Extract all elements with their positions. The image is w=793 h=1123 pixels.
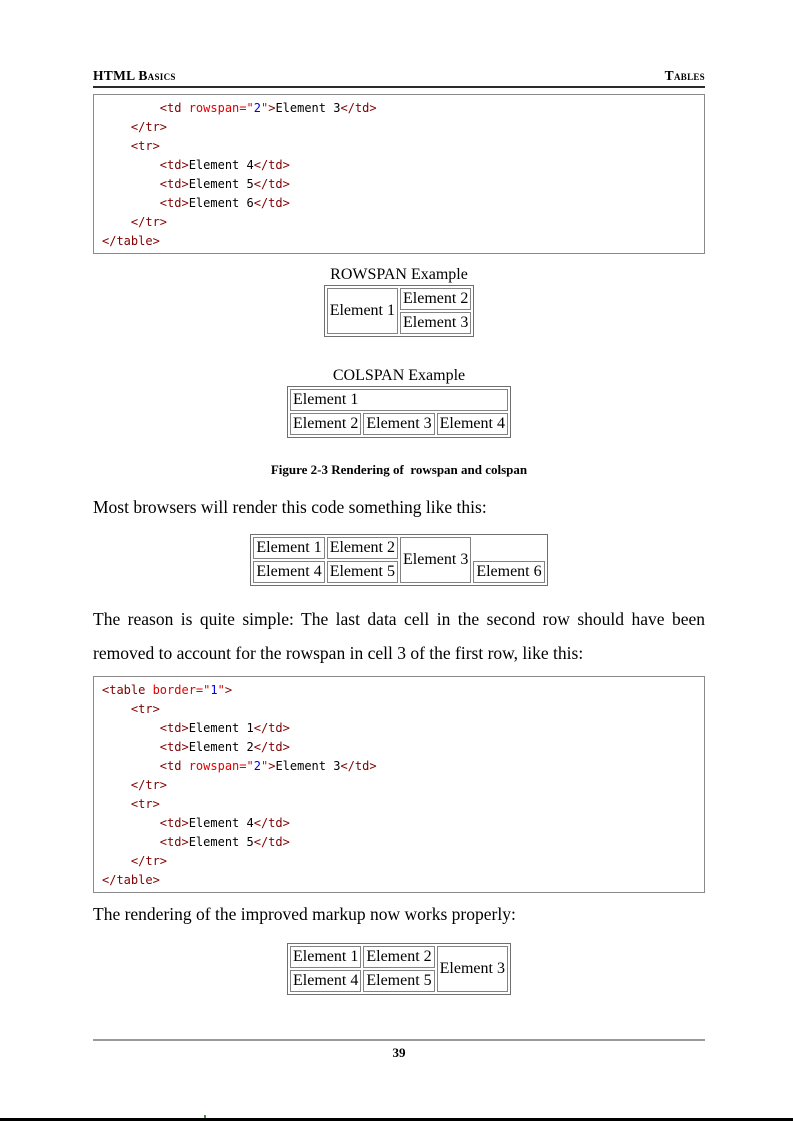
- rowspan-example-table: [324, 266, 475, 337]
- table-cell: Element 3: [363, 413, 434, 435]
- code-token: rowspan=": [188, 759, 254, 773]
- code-token: </td>: [253, 158, 290, 172]
- code-listing-rowspan-continued: [93, 94, 705, 254]
- code-line: [102, 757, 698, 776]
- code-line: [102, 118, 698, 137]
- figure-improved-rendering: [93, 943, 705, 995]
- code-line: [102, 175, 698, 194]
- code-token: </td>: [253, 816, 290, 830]
- table-cell: Element 3: [437, 946, 508, 992]
- table-cell: Element 1: [290, 389, 508, 411]
- code-token: <td>: [102, 816, 189, 830]
- code-token: <table: [102, 683, 153, 697]
- code-token: </tr>: [102, 778, 168, 792]
- code-token: ": [260, 101, 269, 115]
- code-token: </tr>: [102, 120, 168, 134]
- table-cell: Element 2: [290, 413, 361, 435]
- code-token: </table>: [102, 873, 160, 887]
- code-token: Element 4: [188, 816, 254, 830]
- code-line: [102, 719, 698, 738]
- code-token: </td>: [253, 740, 290, 754]
- code-token: >: [224, 683, 233, 697]
- code-token: </td>: [253, 835, 290, 849]
- code-token: <td>: [102, 177, 189, 191]
- table-cell: Element 3: [400, 537, 471, 583]
- code-token: rowspan=": [188, 101, 254, 115]
- code-token: <tr>: [102, 702, 160, 716]
- code-token: </td>: [253, 177, 290, 191]
- colspan-example-table: [287, 367, 511, 438]
- paragraph: The rendering of the improved markup now works properly:: [93, 904, 516, 924]
- code-line: [102, 156, 698, 175]
- code-token: <td: [102, 759, 189, 773]
- table-cell: Element 4: [437, 413, 508, 435]
- code-line: [102, 776, 698, 795]
- code-token: Element 5: [188, 835, 254, 849]
- code-token: 2: [253, 759, 261, 773]
- code-line: [102, 194, 698, 213]
- table-cell: Element 4: [290, 970, 361, 992]
- code-token: Element 2: [188, 740, 254, 754]
- code-token: <td>: [102, 721, 189, 735]
- table-cell: Element 1: [253, 537, 324, 559]
- footer-rule: [93, 1039, 705, 1041]
- code-token: ": [260, 759, 269, 773]
- code-token: </table>: [102, 234, 160, 248]
- figure-rowspan-example: [93, 266, 705, 337]
- code-line: [102, 681, 698, 700]
- code-token: 1: [210, 683, 218, 697]
- table-cell: Element 1: [290, 946, 361, 968]
- code-token: border=": [152, 683, 211, 697]
- broken-rendering-table: [250, 534, 547, 586]
- code-line: [102, 795, 698, 814]
- code-token: </tr>: [102, 215, 168, 229]
- figure-caption: Figure 2-3 Rendering of rowspan and colspan: [270, 462, 528, 477]
- code-token: Element 4: [188, 158, 254, 172]
- running-header: [93, 0, 705, 88]
- code-token: <tr>: [102, 139, 160, 153]
- page-bottom-edge: [0, 1118, 793, 1121]
- table-cell: Element 2: [363, 946, 434, 968]
- code-token: </td>: [340, 101, 377, 115]
- code-token: <tr>: [102, 797, 160, 811]
- code-token: 2: [253, 101, 261, 115]
- code-token: <td: [102, 101, 189, 115]
- code-token: <td>: [102, 196, 189, 210]
- improved-rendering-table: [287, 943, 511, 995]
- code-token: </td>: [253, 721, 290, 735]
- code-line: [102, 137, 698, 156]
- page-content: [93, 0, 705, 1061]
- table-cell: Element 6: [473, 561, 544, 583]
- table-cell: Element 1: [327, 288, 398, 334]
- code-token: </tr>: [102, 854, 168, 868]
- table-cell: Element 5: [363, 970, 434, 992]
- code-line: [102, 738, 698, 757]
- table-cell: Element 2: [327, 537, 398, 559]
- header-section-title: HTML Basics: [93, 68, 176, 83]
- code-line: [102, 232, 698, 251]
- code-token: <td>: [102, 835, 189, 849]
- code-token: Element 3: [275, 759, 341, 773]
- code-line: [102, 814, 698, 833]
- figure-broken-rendering: [93, 534, 705, 586]
- code-token: </td>: [253, 196, 290, 210]
- code-token: Element 6: [188, 196, 254, 210]
- code-token: Element 3: [275, 101, 341, 115]
- paragraph-line: removed to account for the rowspan in cell 3 of the first row, like this:: [93, 643, 584, 663]
- code-line: [102, 99, 698, 118]
- code-line: [102, 700, 698, 719]
- code-token: <td>: [102, 740, 189, 754]
- code-line: [102, 852, 698, 871]
- paragraph-line: The reason is quite simple: The last data cell in the second row should have been: [93, 609, 705, 629]
- page-number: 39: [392, 1045, 406, 1060]
- code-token: Element 1: [188, 721, 254, 735]
- code-line: [102, 833, 698, 852]
- code-line: [102, 213, 698, 232]
- table-cell: Element 2: [400, 288, 471, 310]
- table-cell: Element 4: [253, 561, 324, 583]
- code-token: </td>: [340, 759, 377, 773]
- code-token: >: [268, 101, 276, 115]
- header-chapter-title: Tables: [664, 68, 705, 83]
- figure-colspan-example: [93, 367, 705, 438]
- paragraph: Most browsers will render this code something like this:: [93, 497, 487, 517]
- code-token: <td>: [102, 158, 189, 172]
- table-cell: Element 5: [327, 561, 398, 583]
- code-line: [102, 871, 698, 890]
- code-token: Element 5: [188, 177, 254, 191]
- code-listing-improved-markup: [93, 676, 705, 893]
- table-cell: Element 3: [400, 312, 471, 334]
- code-token: ": [217, 683, 225, 697]
- colspan-example-caption: COLSPAN Example: [332, 367, 466, 384]
- paragraph: [93, 602, 705, 670]
- code-token: >: [268, 759, 276, 773]
- rowspan-example-caption: ROWSPAN Example: [330, 266, 468, 283]
